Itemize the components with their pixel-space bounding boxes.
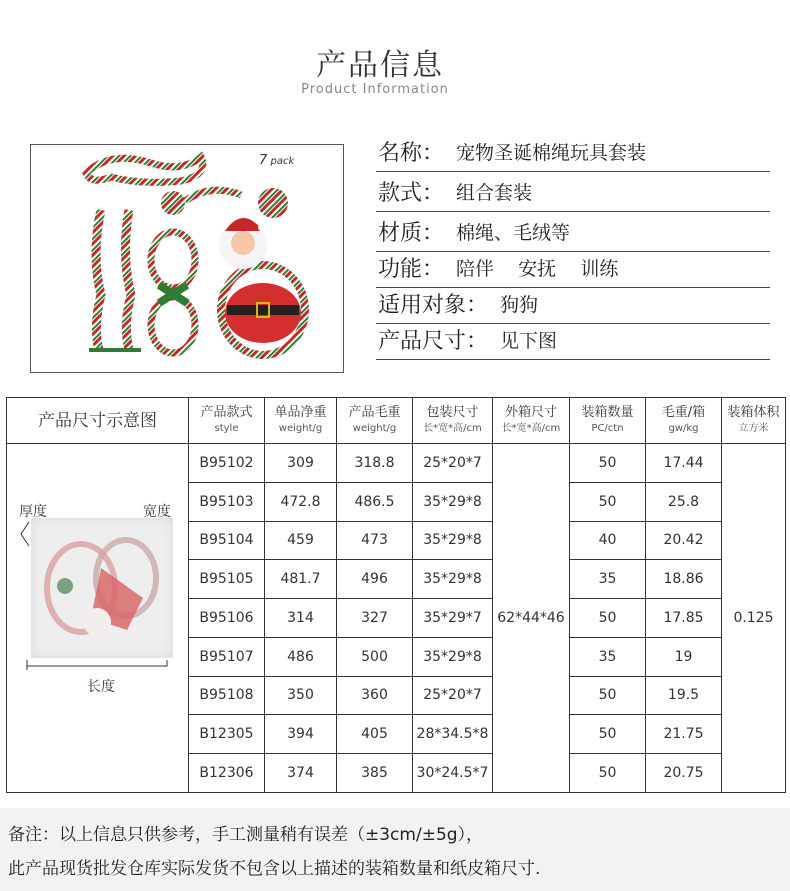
cell-qty: 50 xyxy=(570,482,646,521)
spec-size-row xyxy=(376,324,770,360)
cell-pack: 30*24.5*7 xyxy=(413,754,493,793)
cell-gross: 405 xyxy=(337,715,413,754)
cell-gross: 318.8 xyxy=(337,444,413,483)
spec-key: 功能： xyxy=(378,257,445,282)
width-label: 宽度 xyxy=(143,504,171,520)
spec-value: 狗狗 xyxy=(500,294,539,316)
cell-net: 314 xyxy=(265,599,337,638)
cell-gw: 17.44 xyxy=(646,444,722,483)
cell-style: B95104 xyxy=(189,521,265,560)
cell-style: B95107 xyxy=(189,637,265,676)
cell-volume: 0.125 xyxy=(722,444,786,793)
length-label: 长度 xyxy=(87,679,115,695)
rope-toys-illustration xyxy=(31,145,343,372)
cell-net: 459 xyxy=(265,521,337,560)
cell-qty: 50 xyxy=(570,599,646,638)
cell-style: B12305 xyxy=(189,715,265,754)
cell-gw: 20.42 xyxy=(646,521,722,560)
cell-net: 481.7 xyxy=(265,560,337,599)
cell-gw: 17.85 xyxy=(646,599,722,638)
product-size-table xyxy=(6,397,786,793)
cell-style: B95103 xyxy=(189,482,265,521)
page-title: 产品信息 xyxy=(316,48,444,83)
cell-gw: 25.8 xyxy=(646,482,722,521)
cell-qty: 50 xyxy=(570,715,646,754)
cell-pack: 28*34.5*8 xyxy=(413,715,493,754)
spec-key: 适用对象： xyxy=(378,293,489,318)
cell-gross: 486.5 xyxy=(337,482,413,521)
thickness-label: 厚度 xyxy=(19,504,47,520)
header-diagram: 产品尺寸示意图 xyxy=(7,398,189,444)
notes-panel xyxy=(0,808,790,891)
packaging-bag xyxy=(31,518,173,658)
spec-value: 宠物圣诞棉绳玩具套装 xyxy=(456,142,647,164)
header-net-weight: 单品净重 weight/g xyxy=(265,398,337,444)
cell-style: B12306 xyxy=(189,754,265,793)
spec-key: 款式： xyxy=(378,181,445,206)
cell-pack: 35*29*8 xyxy=(413,560,493,599)
cell-gross: 327 xyxy=(337,599,413,638)
cell-gross: 496 xyxy=(337,560,413,599)
spec-value: 陪伴 安抚 训练 xyxy=(456,258,619,280)
cell-gross: 500 xyxy=(337,637,413,676)
cell-pack: 35*29*8 xyxy=(413,637,493,676)
cell-style: B95106 xyxy=(189,599,265,638)
size-diagram-cell xyxy=(7,444,189,793)
spec-value: 组合套装 xyxy=(456,182,533,204)
cell-pack: 25*20*7 xyxy=(413,444,493,483)
spec-name-row xyxy=(376,136,770,172)
bag-contents xyxy=(31,518,173,658)
cell-pack: 25*20*7 xyxy=(413,676,493,715)
note-line: 此产品现货批发仓库实际发货不包含以上描述的装箱数量和纸皮箱尺寸. xyxy=(8,859,541,879)
spec-target-row xyxy=(376,288,770,324)
cell-qty: 50 xyxy=(570,754,646,793)
pack-count-label: 7 pack xyxy=(259,153,295,168)
spec-style-row xyxy=(376,176,770,212)
header-outer-box: 外箱尺寸 长*宽*高/cm xyxy=(493,398,570,444)
spec-key: 产品尺寸： xyxy=(378,329,489,354)
cell-style: B95102 xyxy=(189,444,265,483)
header-pack-size: 包装尺寸 长*宽*高/cm xyxy=(413,398,493,444)
spec-key: 名称： xyxy=(378,141,445,166)
cell-gross: 360 xyxy=(337,676,413,715)
cell-gw: 19.5 xyxy=(646,676,722,715)
cell-qty: 40 xyxy=(570,521,646,560)
cell-gw: 19 xyxy=(646,637,722,676)
cell-net: 309 xyxy=(265,444,337,483)
header-style: 产品款式 style xyxy=(189,398,265,444)
cell-qty: 35 xyxy=(570,560,646,599)
cell-gw: 18.86 xyxy=(646,560,722,599)
spec-material-row xyxy=(376,216,770,252)
header-qty: 装箱数量 PC/ctn xyxy=(570,398,646,444)
cell-gw: 20.75 xyxy=(646,754,722,793)
cell-net: 472.8 xyxy=(265,482,337,521)
cell-gross: 473 xyxy=(337,521,413,560)
table-header-row xyxy=(7,398,786,444)
cell-style: B95108 xyxy=(189,676,265,715)
header-gross-weight: 产品毛重 weight/g xyxy=(337,398,413,444)
spec-value: 棉绳、毛绒等 xyxy=(456,222,571,244)
cell-net: 374 xyxy=(265,754,337,793)
cell-qty: 50 xyxy=(570,444,646,483)
cell-outer-box: 62*44*46 xyxy=(493,444,570,793)
cell-gw: 21.75 xyxy=(646,715,722,754)
cell-net: 486 xyxy=(265,637,337,676)
cell-net: 394 xyxy=(265,715,337,754)
cell-gross: 385 xyxy=(337,754,413,793)
cell-pack: 35*29*7 xyxy=(413,599,493,638)
cell-pack: 35*29*8 xyxy=(413,482,493,521)
table-row xyxy=(7,444,786,483)
spec-function-row xyxy=(376,252,770,288)
spec-key: 材质： xyxy=(378,221,445,246)
cell-net: 350 xyxy=(265,676,337,715)
header-volume: 装箱体积 立方米 xyxy=(722,398,786,444)
page-subtitle: Product Information xyxy=(301,82,449,97)
cell-pack: 35*29*8 xyxy=(413,521,493,560)
product-photo xyxy=(30,144,344,373)
note-line: 备注：以上信息只供参考，手工测量稍有误差（±3cm/±5g）， xyxy=(8,825,484,845)
header-gw-box: 毛重/箱 gw/kg xyxy=(646,398,722,444)
spec-value: 见下图 xyxy=(500,330,558,352)
cell-qty: 35 xyxy=(570,637,646,676)
cell-qty: 50 xyxy=(570,676,646,715)
cell-style: B95105 xyxy=(189,560,265,599)
size-diagram xyxy=(7,444,189,792)
